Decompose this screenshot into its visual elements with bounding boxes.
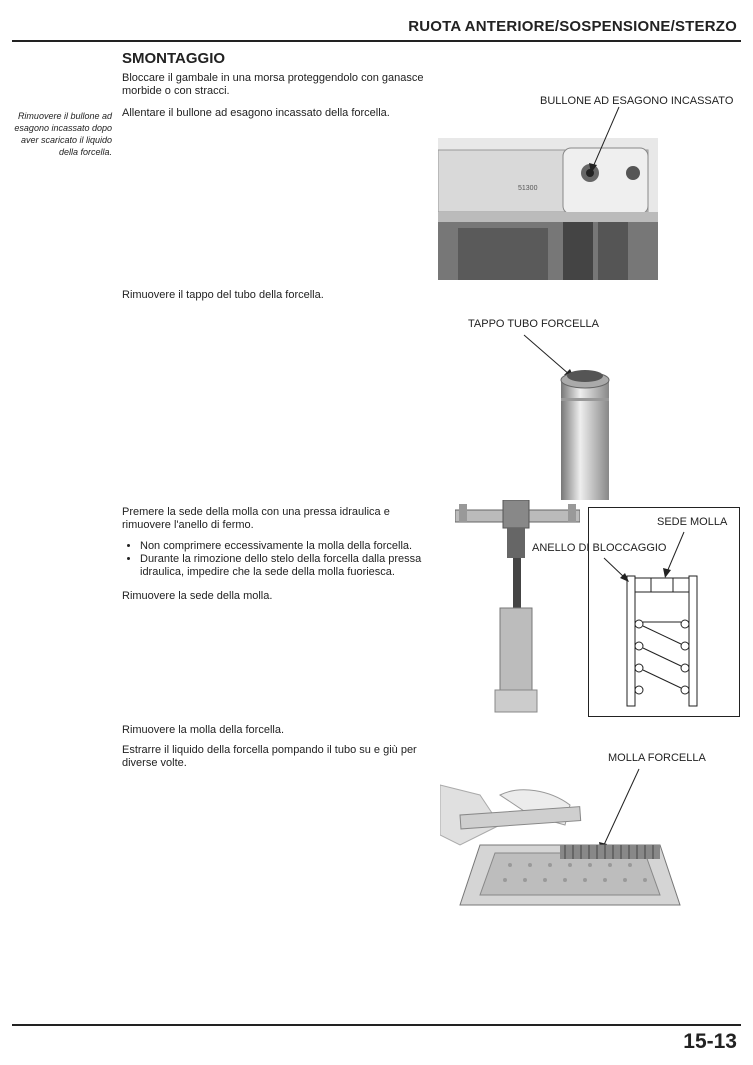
label-bolt: BULLONE AD ESAGONO INCASSATO (540, 95, 734, 107)
step-press-seat-block (122, 506, 432, 579)
step-remove-cap-text: Rimuovere il tappo del tubo della forcella. (122, 289, 324, 301)
header-rule (12, 40, 741, 42)
svg-text:51300: 51300 (518, 185, 538, 192)
side-note: Rimuovere il bullone ad esagono incassato dopo aver scaricato il liquido della forcella. (14, 111, 112, 157)
hydraulic-press-photo (455, 500, 580, 718)
step-vise-text: Bloccare il gambale in una morsa proteggendolo con ganasce morbide o con stracci. (122, 72, 424, 97)
step-remove-seat-text: Rimuovere la sede della molla. (122, 590, 273, 602)
page-number: 15-13 (683, 1030, 737, 1053)
label-spring: MOLLA FORCELLA (608, 752, 706, 764)
bullet-item: • Non comprimere eccessivamente la molla della forcella. (140, 540, 432, 553)
fork-drain-photo (440, 735, 690, 920)
step-press-seat-text: Premere la sede della molla con una pressa idraulica e rimuovere l'anello di fermo. (122, 506, 390, 531)
step-loosen-bolt-text: Allentare il bullone ad esagono incassato della forcella. (122, 107, 390, 119)
step-drain-fluid-text: Estrarre il liquido della forcella pompando il tubo su e giù per diverse volte. (122, 744, 417, 769)
footer-rule (12, 1024, 741, 1026)
fork-vise-photo (438, 138, 658, 280)
label-cap: TAPPO TUBO FORCELLA (468, 318, 600, 330)
label-spring-seat: SEDE MOLLA (657, 516, 728, 528)
label-lock-ring: ANELLO DI BLOCCAGGIO (532, 542, 667, 554)
spring-seat-drawing (589, 530, 737, 714)
bolt-leader-line (585, 105, 625, 175)
bullet-item: • Durante la rimozione dello stelo della forcella dalla pressa idraulica, impedire che la sede della molla fuoriesca. (140, 553, 432, 579)
section-title: SMONTAGGIO (122, 50, 226, 67)
step-remove-spring-text: Rimuovere la molla della forcella. (122, 724, 285, 736)
fork-tube-photo (555, 362, 615, 500)
step-press-seat-bullets (122, 540, 432, 579)
page-header-title: RUOTA ANTERIORE/SOSPENSIONE/STERZO (408, 18, 737, 35)
